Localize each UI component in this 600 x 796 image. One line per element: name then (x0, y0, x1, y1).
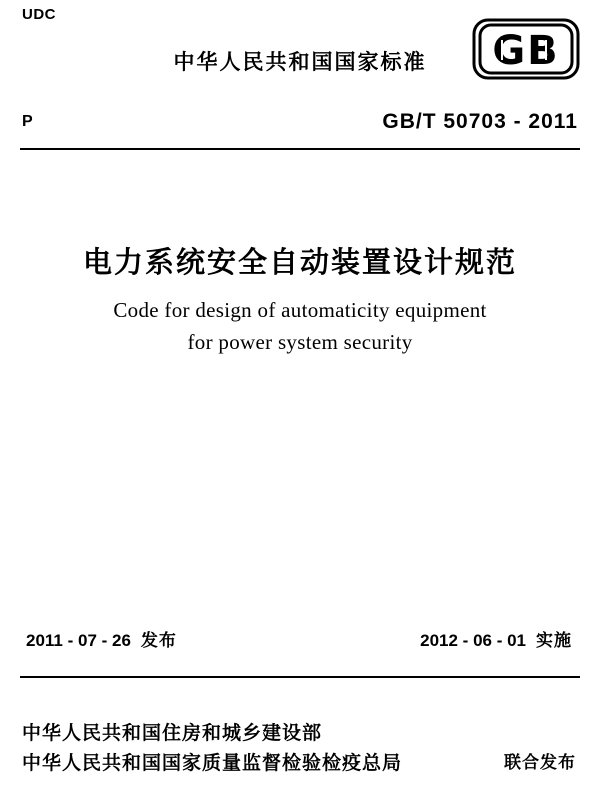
divider-top (20, 148, 580, 150)
national-standard-header: 中华人民共和国国家标准 (173, 50, 427, 74)
issuer-block (22, 718, 402, 778)
effective-label: 实施 (536, 631, 572, 651)
issuer-line-1: 中华人民共和国住房和城乡建设部 (22, 722, 323, 744)
gb-logo-icon (472, 18, 580, 80)
dates-row (22, 626, 578, 651)
udc-label: UDC (22, 6, 56, 23)
issuer-line-2: 中华人民共和国国家质量监督检验检疫总局 (22, 752, 403, 774)
issue-label: 发布 (140, 631, 177, 651)
effective-date: 2012 - 06 - 01 (420, 631, 526, 650)
title-english-line2: for power system security (187, 330, 413, 354)
svg-text:GB: GB (492, 28, 560, 74)
title-chinese: 电力系统安全自动装置设计规范 (82, 245, 517, 279)
divider-bottom (20, 676, 580, 678)
title-english (0, 294, 600, 358)
issue-date-group (26, 626, 177, 651)
effective-date-group (420, 626, 572, 651)
title-english-line1: Code for design of automaticity equipment (113, 298, 487, 322)
classification-mark: P (22, 113, 33, 130)
standard-number: GB/T 50703 - 2011 (382, 110, 578, 133)
issue-date: 2011 - 07 - 26 (26, 631, 131, 650)
joint-issue-label: 联合发布 (504, 753, 576, 773)
